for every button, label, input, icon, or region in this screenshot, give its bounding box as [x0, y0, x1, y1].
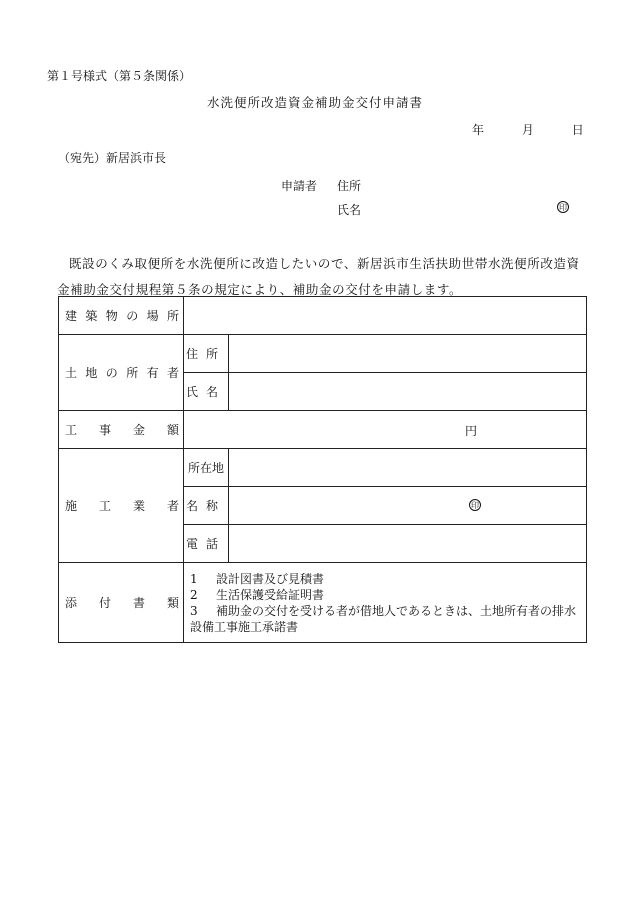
attachment-item: 3 補助金の交付を受ける者が借地人であるときは、土地所有者の排水設備工事施工承諾書 [190, 604, 577, 634]
day-label: 日 [571, 123, 584, 137]
contractor-phone-label: 電話 [184, 525, 229, 563]
row-land-owner-address [59, 335, 587, 373]
row-attachments [59, 563, 587, 643]
contractor-location-label: 所在地 [184, 449, 229, 487]
building-location-field[interactable] [184, 297, 587, 335]
row-contractor-location [59, 449, 587, 487]
seal-icon: 印 [559, 203, 567, 212]
land-owner-address-field[interactable] [229, 335, 587, 373]
seal-mark [557, 199, 569, 213]
addressee: （宛先）新居浜市長 [58, 151, 167, 165]
attachments-label: 添付書類 [59, 563, 184, 643]
attachment-item: 2 生活保護受給証明書 [190, 588, 325, 602]
contractor-name-label: 名称 [184, 487, 229, 525]
land-owner-label: 土地の所有者 [59, 335, 184, 411]
construction-cost-field[interactable] [184, 411, 587, 449]
yen-unit: 円 [465, 424, 478, 438]
applicant-label: 申請者 [281, 179, 318, 193]
year-label: 年 [472, 123, 485, 137]
land-owner-name-field[interactable] [229, 373, 587, 411]
attachment-item: 1 設計図書及び見積書 [190, 572, 325, 586]
month-label: 月 [521, 123, 534, 137]
applicant-address-label: 住所 [337, 179, 362, 193]
contractor-phone-field[interactable] [229, 525, 587, 563]
contractor-location-field[interactable] [229, 449, 587, 487]
contractor-label: 施工業者 [59, 449, 184, 563]
seal-icon: 印 [471, 501, 479, 510]
date-line [472, 121, 584, 138]
row-construction-cost [59, 411, 587, 449]
attachments-list [184, 563, 587, 643]
document-title: 水洗便所改造資金補助金交付申請書 [206, 95, 423, 110]
application-table [58, 296, 587, 643]
building-location-label: 建築物の場所 [59, 297, 184, 335]
construction-cost-label: 工事金額 [59, 411, 184, 449]
form-number-label: 第１号様式（第５条関係） [47, 69, 192, 83]
land-owner-address-label: 住所 [184, 335, 229, 373]
land-owner-name-label: 氏名 [184, 373, 229, 411]
contractor-name-field[interactable] [229, 487, 587, 525]
application-statement: 既設のくみ取便所を水洗便所に改造したいので、新居浜市生活扶助世帯水洗便所改造資金補助金交付規程第５条の規定により、補助金の交付を申請します。 [57, 256, 580, 297]
row-building-location [59, 297, 587, 335]
applicant-name-label: 氏名 [337, 203, 362, 217]
